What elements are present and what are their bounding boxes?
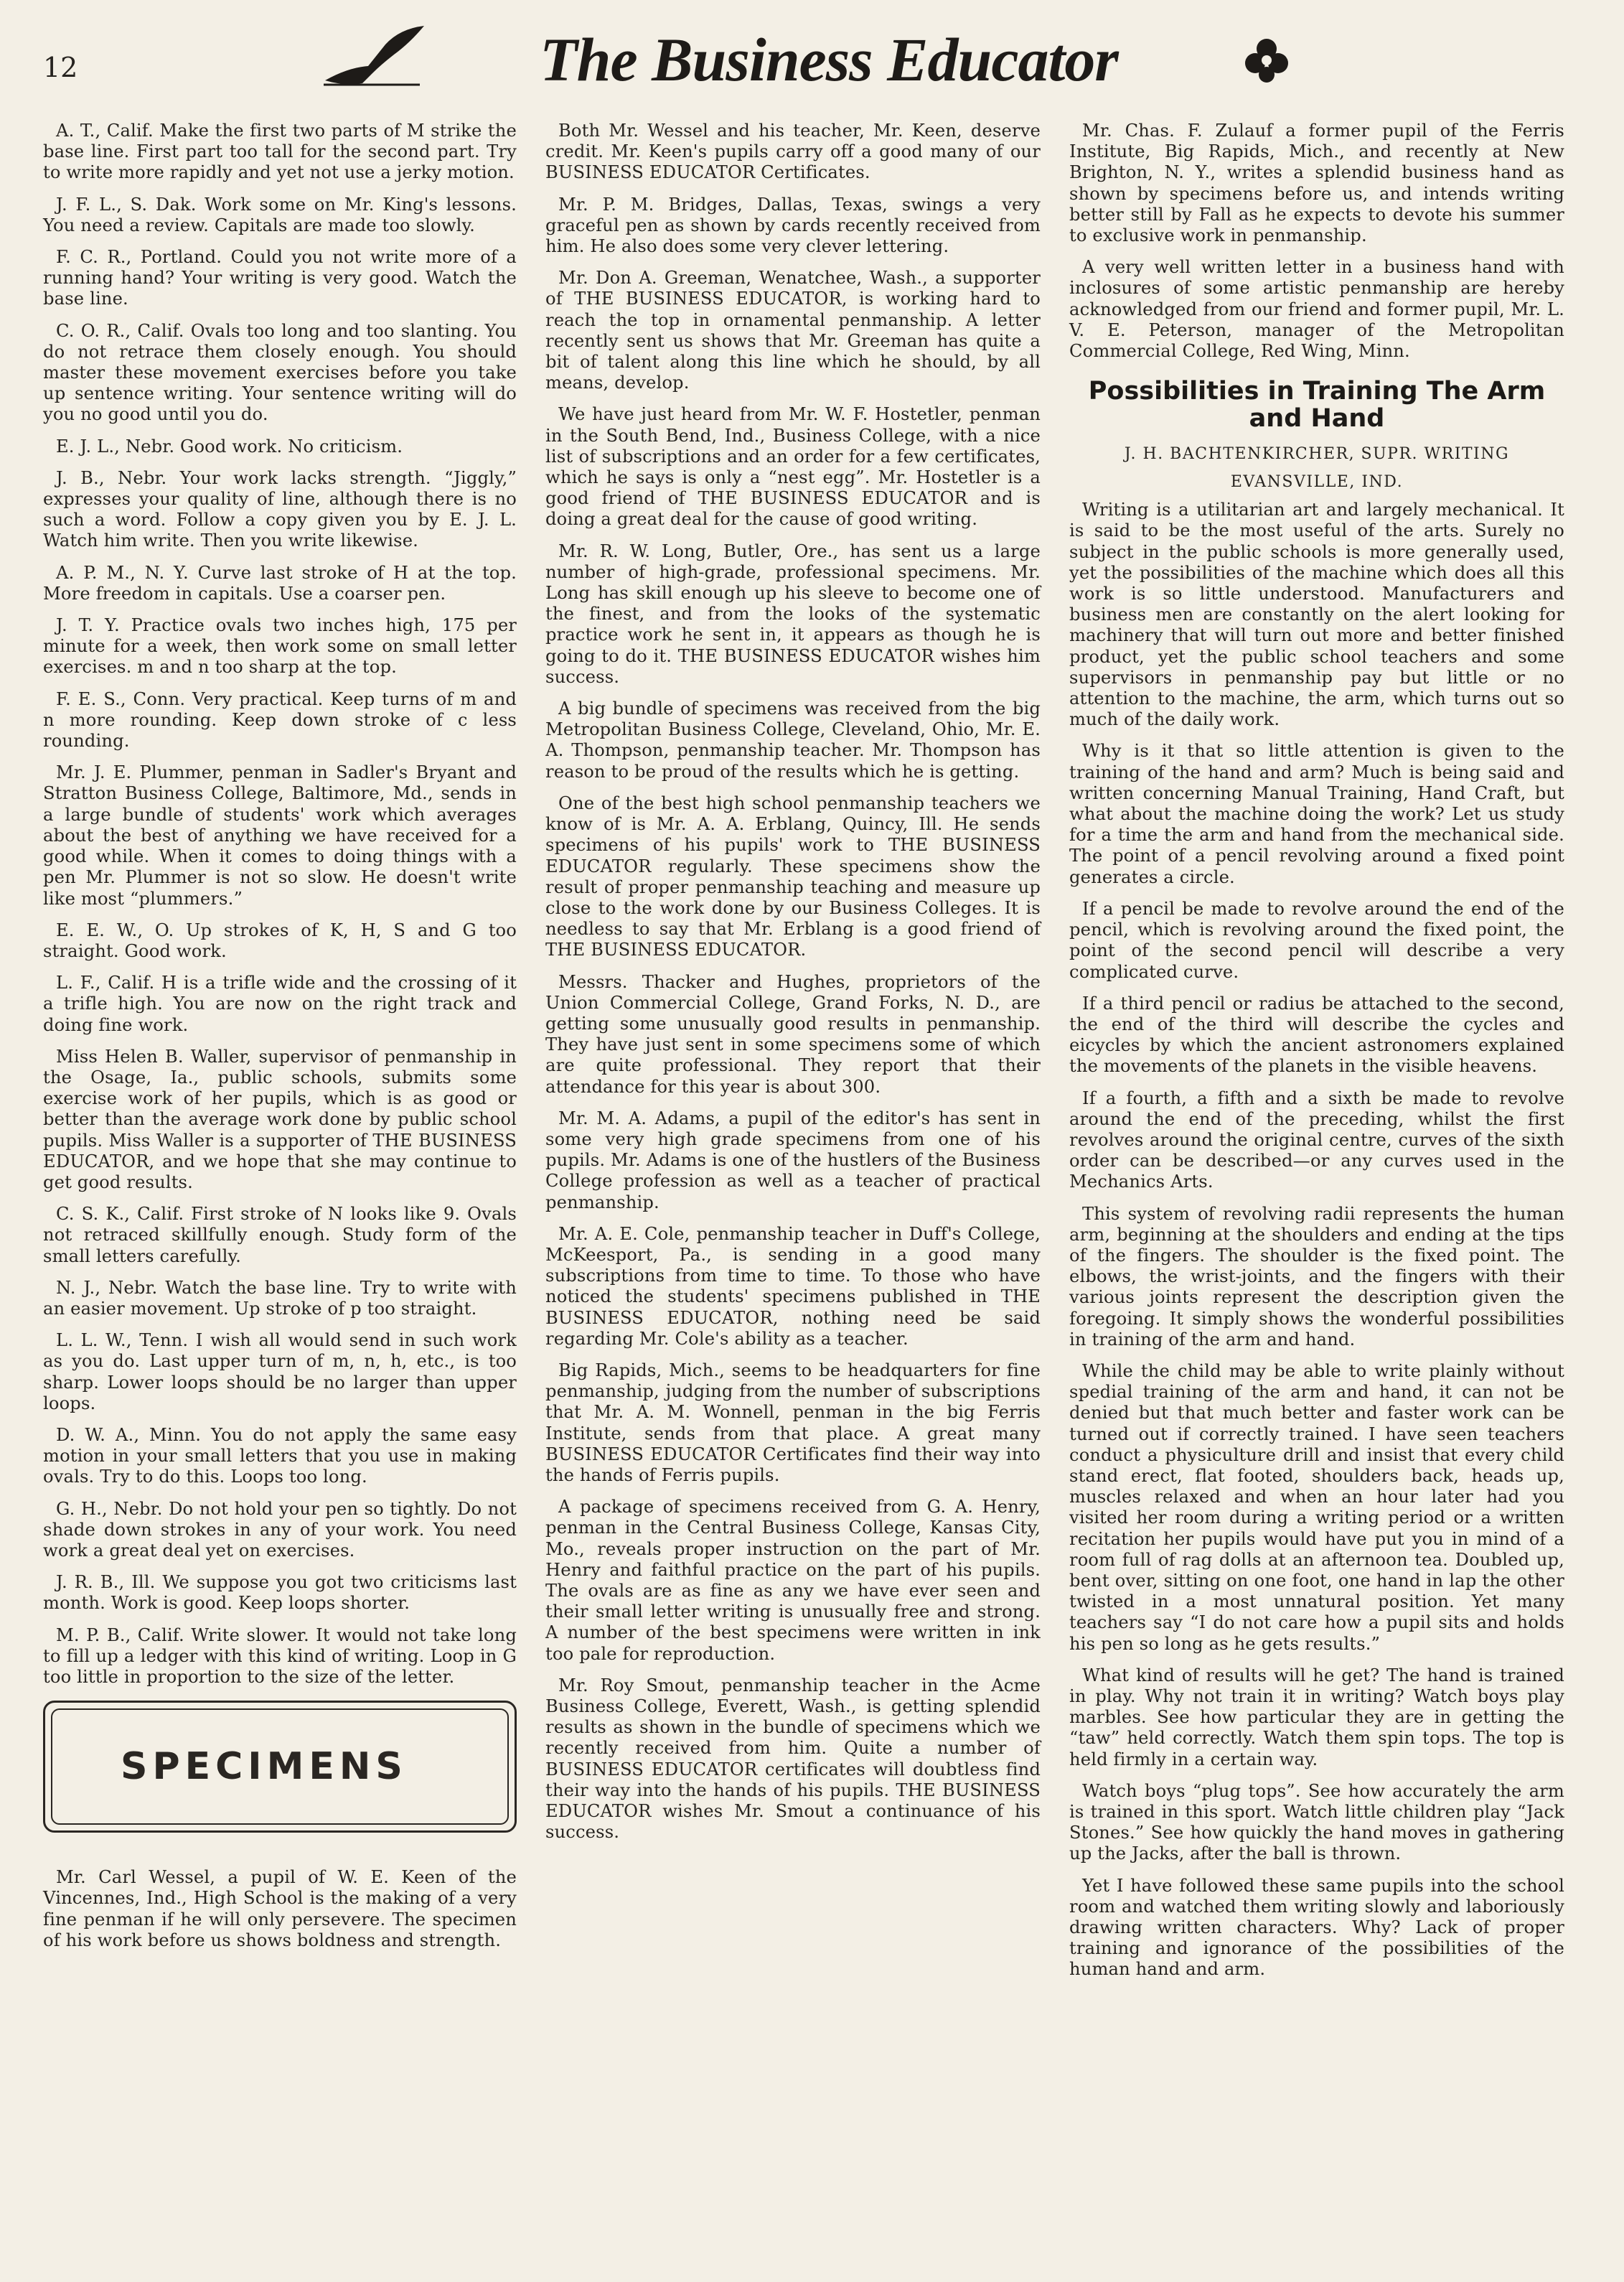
specimens-notes-continued	[545, 121, 1041, 1843]
paragraph: J. T. Y. Practice ovals two inches high, 175 per minute for a week, then work some on small letter exercises. m and n too sharp at the top.	[43, 615, 517, 678]
paragraph: Mr. Don A. Greeman, Wenatchee, Wash., a supporter of THE BUSINESS EDUCATOR, is working hard to reach the top in ornamental penmanship. A letter recently sent us shows that Mr. Greeman has quite a bit of talent along this line which he should, by all means, develop.	[545, 268, 1041, 393]
paragraph: Big Rapids, Mich., seems to be headquarters for fine penmanship, judging from the number of subscriptions that Mr. A. M. Wonnell, penman in the big Ferris Institute, sends from that place. A great many BUSINESS EDUCATOR Certificates find their way into the hands of Ferris pupils.	[545, 1360, 1041, 1485]
ornament-emblem-icon	[1242, 34, 1292, 85]
paragraph: E. E. W., O. Up strokes of K, H, S and G too straight. Good work.	[43, 920, 517, 961]
paragraph: M. P. B., Calif. Write slower. It would not take long to fill up a ledger with this kind of writing. Loop in G too little in proportion to the size of the letter.	[43, 1624, 517, 1687]
paragraph: L. F., Calif. H is a trifle wide and the crossing of it a trifle high. You are now on the right track and doing fine work.	[43, 973, 517, 1035]
masthead-title: The Business Educator	[540, 25, 1118, 94]
article-paragraph: This system of revolving radii represents the human arm, beginning at the shoulders and ending at the tips of the fingers. The shoulder is the fixed point. The elbows, the wrist-joints, and the fingers with their various joints represent the description given the foregoing. It simply shows the wonderful possibilities in training of the arm and hand.	[1069, 1203, 1564, 1350]
specimens-notes-end	[1069, 121, 1564, 362]
specimens-box	[43, 1701, 517, 1833]
page-number: 12	[43, 52, 78, 83]
paragraph: F. C. R., Portland. Could you not write more of a running hand? Your writing is very good. Watch the base line.	[43, 247, 517, 309]
paragraph: Mr. P. M. Bridges, Dallas, Texas, swings a very graceful pen as shown by cards recently received from him. He also does some very clever lettering.	[545, 194, 1041, 257]
paragraph: G. H., Nebr. Do not hold your pen so tightly. Do not shade down strokes in any of your work. You need work a great deal yet on exercises.	[43, 1498, 517, 1561]
article-title: Possibilities in Training The Arm and Hand	[1088, 377, 1546, 434]
paragraph: A very well written letter in a business hand with inclosures of some artistic penmanship are hereby acknowledged from our friend and former pupil, Mr. L. V. E. Peterson, manager of the Metropolitan Commercial College, Red Wing, Minn.	[1069, 257, 1564, 362]
article-paragraph: Watch boys “plug tops”. See how accurately the arm is trained in this sport. Watch little children play “Jack Stones.” See how quickly the hand moves in gathering up the Jacks, after the ball is thrown.	[1069, 1780, 1564, 1864]
specimens-heading: SPECIMENS	[51, 1708, 509, 1825]
specimens-notes	[43, 1867, 517, 1951]
paragraph: Both Mr. Wessel and his teacher, Mr. Keen, deserve credit. Mr. Keen's pupils carry off a good many of our BUSINESS EDUCATOR Certificates.	[545, 121, 1041, 183]
paragraph: Mr. M. A. Adams, a pupil of the editor's has sent in some very high grade specimens from one of his pupils. Mr. Adams is one of the hustlers of the Business College profession as well as a teacher of practical penmanship.	[545, 1108, 1041, 1212]
paragraph: E. J. L., Nebr. Good work. No criticism.	[56, 436, 403, 457]
article-paragraph: Yet I have followed these same pupils into the school room and watched them writing slowly and laboriously drawing written characters. Why? Lack of proper training and ignorance of the possibilities of the human hand and arm.	[1069, 1875, 1564, 1980]
paragraph: C. O. R., Calif. Ovals too long and too slanting. You do not retrace them closely enough. You should master these movement exercises before you take up sentence writing. Your sentence writing will do you no good until you do.	[43, 320, 517, 425]
article-byline: J. H. BACHTENKIRCHER, SUPR. WRITING	[1124, 445, 1510, 464]
paragraph: A. T., Calif. Make the first two parts of M strike the base line. First part too tall for the second part. Try to write more rapidly and yet not use a jerky motion.	[43, 121, 517, 183]
paragraph: F. E. S., Conn. Very practical. Keep turns of m and n more rounding. Keep down stroke of c less rounding.	[43, 688, 517, 752]
article-byline-location: EVANSVILLE, IND.	[1230, 473, 1404, 492]
criticism-list	[43, 121, 517, 1688]
paragraph: A package of specimens received from G. A. Henry, penman in the Central Business College, Kansas City, Mo., reveals proper instruction on the part of Mr. Henry and faithful practice on the part of his pupils. The ovals are as fine as any we have ever seen and their small letter writing is unusually free and strong. A number of the best specimens were written in ink too pale for reproduction.	[545, 1497, 1041, 1664]
paragraph: Messrs. Thacker and Hughes, proprietors of the Union Commercial College, Grand Forks, N. D., are getting some unusually good results in penmanship. They have just sent in some specimens some of which are quite professional. They report that their attendance for this year is about 300.	[545, 971, 1041, 1097]
paragraph: A. P. M., N. Y. Curve last stroke of H at the top. More freedom in capitals. Use a coarser pen.	[43, 562, 517, 604]
column-right	[1069, 121, 1564, 1991]
article-body	[1069, 500, 1564, 1980]
paragraph: J. R. B., Ill. We suppose you got two criticisms last month. Work is good. Keep loops shorter.	[43, 1572, 517, 1614]
article-paragraph: If a third pencil or radius be attached to the second, the end of the third will describe the cycles and eicycles by which the ancient astronomers explained the movements of the planets in the visible heavens.	[1069, 993, 1564, 1077]
paragraph: Mr. Carl Wessel, a pupil of W. E. Keen of the Vincennes, Ind., High School is the making of a very fine penman if he will only persevere. The specimen of his work before us shows boldness and strength.	[43, 1867, 517, 1950]
paragraph: Mr. Roy Smout, penmanship teacher in the Acme Business College, Everett, Wash., is getting splendid results as shown in the bundle of specimens which we recently received from him. Quite a number of BUSINESS EDUCATOR certificates will doubtless find their way into the hands of his pupils. THE BUSINESS EDUCATOR wishes Mr. Smout a continuance of his success.	[545, 1675, 1041, 1843]
paragraph: D. W. A., Minn. You do not apply the same easy motion in your small letters that you use in making ovals. Try to do this. Loops too long.	[43, 1424, 517, 1487]
paragraph: J. B., Nebr. Your work lacks strength. “Jiggly,” expresses your quality of line, although there is no such a word. Follow a copy given you by E. J. L. Watch him write. Then you write likewise.	[43, 467, 517, 551]
paragraph: We have just heard from Mr. W. F. Hostetler, penman in the South Bend, Ind., Business College, with a nice list of subscriptions and an order for a few certificates, which he says is only a “nest egg”. Mr. Hostetler is a good friend of THE BUSINESS EDUCATOR and is doing a great deal for the cause of good writing.	[545, 404, 1041, 530]
paragraph: N. J., Nebr. Watch the base line. Try to write with an easier movement. Up stroke of p too straight.	[43, 1277, 517, 1319]
paragraph: Mr. Chas. F. Zulauf a former pupil of the Ferris Institute, Big Rapids, Mich., and recently at New Brighton, N. Y., writes a splendid business hand as shown by specimens before us, and intends writing better still by Fall as he expects to devote his summer to exclusive work in penmanship.	[1069, 121, 1564, 246]
paragraph: Miss Helen B. Waller, supervisor of penmanship in the Osage, Ia., public schools, submits some exercise work of her pupils, which is as good or better than the average work done by public school pupils. Miss Waller is a supporter of THE BUSINESS EDUCATOR, and we hope that she may continue to get good results.	[43, 1046, 517, 1192]
paragraph: C. S. K., Calif. First stroke of N looks like 9. Ovals not retraced skillfully enough. Study form of the small letters carefully.	[43, 1204, 517, 1266]
article-paragraph: If a fourth, a fifth and a sixth be made to revolve around the end of the preceding, whilst the first revolves around the original centre, curves of the sixth order can be described—or any curves used in the Mechanics Arts.	[1069, 1088, 1564, 1192]
paragraph: J. F. L., S. Dak. Work some on Mr. King's lessons. You need a review. Capitals are made too slowly.	[43, 194, 517, 235]
article-paragraph: While the child may be able to write plainly without spedial training of the arm and hand, it can not be denied but that much better and faster work can be turned out if correctly trained. I have seen teachers conduct a physiculture drill and insist that every child stand erect, flat footed, shoulders back, heads up, muscles relaxed and when an hour later had you visited her room during a writing period or a written recitation her pupils would have put you in mind of a room full of rag dolls at an afternoon tea. Doubled up, bent over, sitting on one foot, one hand in lap the other twisted in a most unnatural position. Yet many teachers say “I do not care how a pupil sits and holds his pen so long as he gets results.”	[1069, 1360, 1564, 1654]
paragraph: One of the best high school penmanship teachers we know of is Mr. A. A. Erblang, Quincy, Ill. He sends specimens of his pupils' work to THE BUSINESS EDUCATOR regularly. These specimens show the result of proper penmanship teaching and measure up close to the work done by our Business Colleges. It is needless to say that Mr. Erblang is a good friend of THE BUSINESS EDUCATOR.	[545, 792, 1041, 960]
quill-pen-icon	[319, 23, 427, 88]
article-paragraph: What kind of results will he get? The hand is trained in play. Why not train it in writing? Watch boys play marbles. See how particular they are in getting the “taw” held correctly. Watch them spin tops. The top is held firmly in a certain way.	[1069, 1665, 1564, 1769]
column-left	[43, 121, 517, 1962]
article-paragraph: Why is it that so little attention is given to the training of the hand and arm? Much is being said and written concerning Manual Training, Hand Craft, but what about the machine doing the work? Let us study for a time the arm and hand from the mechanical side. The point of a pencil revolving around a fixed point generates a circle.	[1069, 741, 1564, 887]
paragraph: A big bundle of specimens was received from the big Metropolitan Business College, Cleveland, Ohio, Mr. E. A. Thompson, penmanship teacher. Mr. Thompson has reason to be proud of the results which he is getting.	[545, 698, 1041, 782]
paragraph: Mr. R. W. Long, Butler, Ore., has sent us a large number of high-grade, professional specimens. Mr. Long has skill enough up his sleeve to become one of the finest, and from the looks of the systematic practice work he sent in, it appears as though he is going to do it. THE BUSINESS EDUCATOR wishes him success.	[545, 541, 1041, 687]
paragraph: Mr. J. E. Plummer, penman in Sadler's Bryant and Stratton Business College, Baltimore, Md., sends in a large bundle of students' work which averages about the best of anything we have received for a good while. When it comes to doing things with a pen Mr. Plummer is not so slow. He doesn't write like most “plummers.”	[43, 762, 517, 909]
article-paragraph: If a pencil be made to revolve around the end of the pencil, which is revolving around the fixed point, the point of the second pencil will describe a very complicated curve.	[1069, 898, 1564, 982]
paragraph: L. L. W., Tenn. I wish all would send in such work as you do. Last upper turn of m, n, h, etc., is too sharp. Lower loops should be no larger than upper loops.	[43, 1330, 517, 1413]
paragraph: Mr. A. E. Cole, penmanship teacher in Duff's College, McKeesport, Pa., is sending in a good many subscriptions from time to time. To those who have noticed the students' specimens published in THE BUSINESS EDUCATOR, nothing need be said regarding Mr. Cole's ability as a teacher.	[545, 1223, 1041, 1349]
column-middle	[545, 121, 1041, 1853]
article-paragraph: Writing is a utilitarian art and largely mechanical. It is said to be the most useful of the arts. Surely no subject in the public schools is more generally used, yet the possibilities of the machine which does all this work is so little understood. Manufacturers and business men are constantly on the alert looking for machinery that will turn out more and better finished product, yet the public school teachers and some supervisors in penmanship pay but little or no attention to the machine, the arm, which turns out so much of the daily work.	[1069, 500, 1564, 730]
